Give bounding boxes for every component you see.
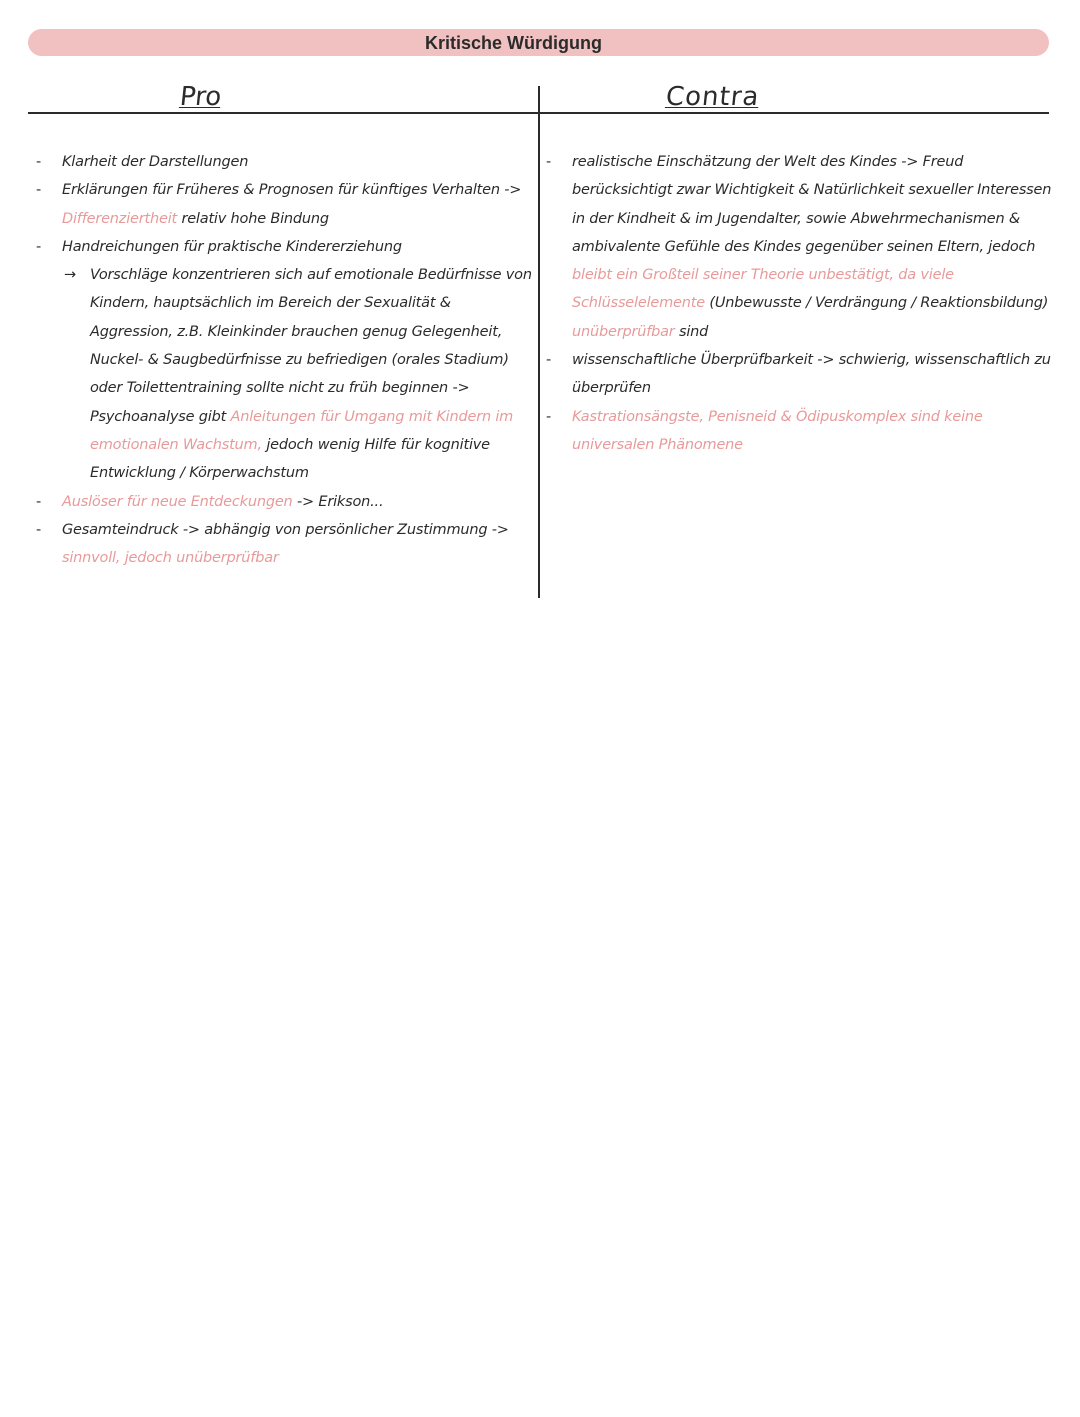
bullet-dash: - [36, 182, 42, 199]
contra-item-highlight: unüberprüfbar [572, 323, 675, 340]
contra-heading: Contra [664, 82, 761, 112]
bullet-dash: - [36, 238, 42, 255]
contra-item-realism [546, 148, 1066, 346]
pro-subitem-vorschlaege [36, 261, 536, 487]
contra-item-highlight: bleibt ein Großteil seiner Theorie unbestätigt, da viele Schlüsselelemente [572, 267, 954, 312]
contra-item-universality [546, 403, 1066, 460]
pro-item-ausloeser [36, 488, 536, 516]
pro-item-text: Erklärungen für Früheres & Prognosen für künftiges Verhalten -> [62, 182, 522, 199]
bullet-dash: - [36, 154, 42, 170]
pro-item-text: Handreichungen für praktische Kindererziehung [62, 238, 402, 255]
arrow-icon: → [64, 267, 76, 284]
pro-heading: Pro [178, 82, 223, 112]
pro-item-gesamteindruck [36, 516, 536, 573]
column-divider [538, 86, 540, 598]
contra-item-text: sind [679, 323, 709, 340]
pro-subitem-highlight: Anleitungen für Umgang mit Kindern im emotionalen Wachstum, [90, 408, 514, 453]
bullet-dash: - [36, 521, 42, 538]
contra-column [546, 148, 1066, 459]
page-title: Kritische Würdigung [425, 33, 602, 53]
title-bar [28, 29, 1049, 56]
bullet-dash: - [546, 408, 552, 425]
pro-item-text: Klarheit der Darstellungen [62, 154, 249, 170]
pro-item-text: -> Erikson... [296, 493, 384, 510]
pro-subitem-text: Vorschläge konzentrieren sich auf emotionale Bedürfnisse von Kindern, hauptsächlich im Bereich der Sexualität & Aggression, z.B. Kleinkinder brauchen genug Gelegenheit, Nuckel- & Saugbedürfnisse zu befriedigen (orales Stadium) oder Toilettentraining sollte nicht zu früh beginnen -> Psychoanalyse gibt [90, 267, 532, 425]
bullet-dash: - [546, 154, 552, 170]
contra-item-text: (Unbewusste / Verdrängung / Reaktionsbildung) [709, 295, 1049, 312]
pro-item-handreichungen [36, 233, 536, 261]
pro-item-clarity [36, 148, 536, 176]
bullet-dash: - [546, 352, 552, 369]
pro-item-highlight: Differenziertheit [62, 210, 178, 227]
contra-item-highlight: Kastrationsängste, Penisneid & Ödipuskomplex sind keine universalen Phänomene [572, 408, 983, 453]
pro-item-highlight: Auslöser für neue Entdeckungen [62, 493, 293, 510]
pro-item-text: relativ hohe Bindung [181, 210, 329, 227]
contra-item-text: wissenschaftliche Überprüfbarkeit -> schwierig, wissenschaftlich zu überprüfen [572, 352, 1051, 397]
pro-column [36, 148, 536, 572]
pro-item-text: Gesamteindruck -> abhängig von persönlicher Zustimmung -> [62, 521, 509, 538]
contra-item-text: realistische Einschätzung der Welt des Kindes -> Freud berücksichtigt zwar Wichtigkeit & Natürlichkeit sexueller Interessen in der Kindheit & im Jugendalter, sowie Abwehrmechanismen & ambivalente Gefühle des Kindes gegenüber seinen Eltern, jedoch [572, 154, 1052, 255]
bullet-dash: - [36, 493, 42, 510]
contra-item-verifiability [546, 346, 1066, 403]
pro-item-highlight: sinnvoll, jedoch unüberprüfbar [62, 550, 279, 567]
pro-subitem-text: jedoch wenig Hilfe für kognitive Entwicklung / Körperwachstum [90, 436, 490, 482]
pro-item-explanations [36, 176, 536, 233]
